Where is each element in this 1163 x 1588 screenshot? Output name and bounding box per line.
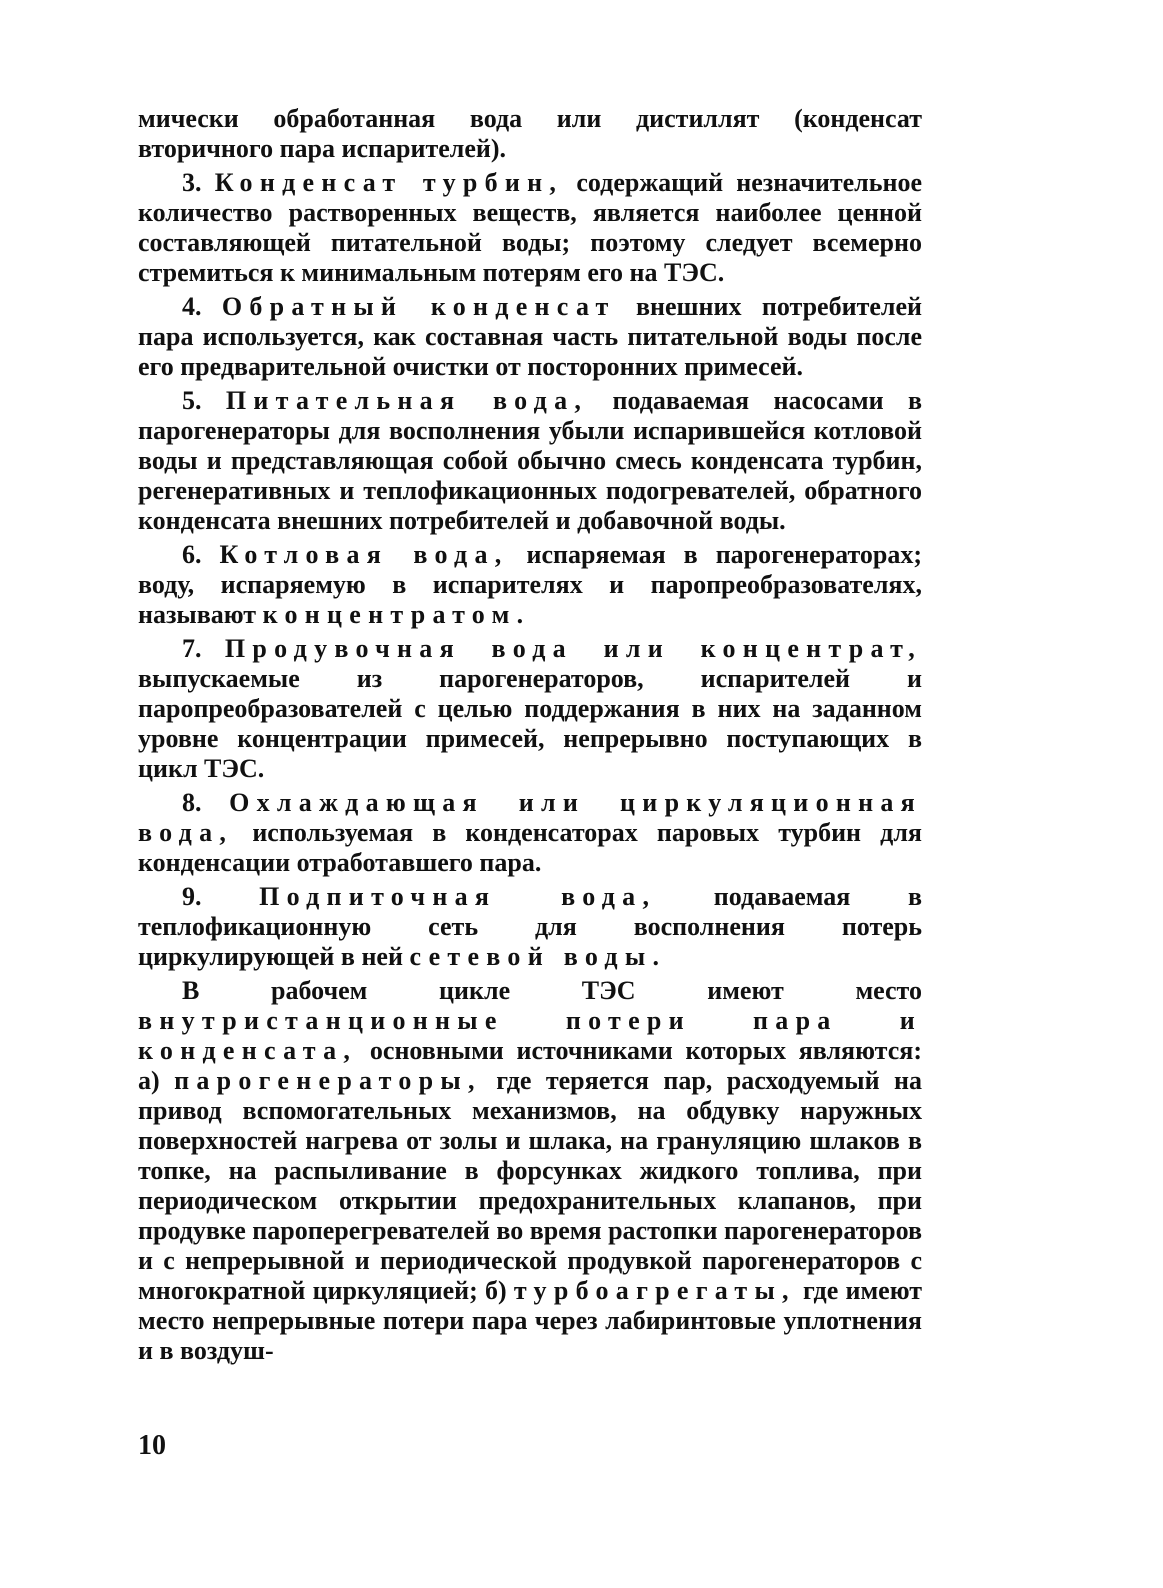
list-item-7 [138,634,922,784]
term: Подпиточная вода, [259,882,657,911]
paragraph-text: мически обработанная вода или дистиллят (конденсат вторичного пара испарителей). [138,104,922,163]
item-number: 8. [182,788,202,817]
term: Котловая вода, [219,540,509,569]
item-number: 7. [182,634,202,663]
item-text: подаваемая в теплофикационную сеть для восполнения потерь циркулирующей в ней [138,882,922,971]
term: Питательная вода, [225,386,589,415]
page-body [138,104,922,1366]
item-number: 9. [182,882,202,911]
item-text: внешних потребителей пара используется, как составная часть питательной воды после его предварительной очистки от посторонних примесей. [138,292,922,381]
paragraph-text: основными источниками которых являются: а) [138,1036,922,1095]
item-text: используемая в конденсаторах паровых турбин для конденсации отработавшего пара. [138,818,922,877]
paragraph-text: где теряется пар, расходуемый на привод вспомогательных механизмов, на обдувку наружных поверхностей нагрева от золы и шлака, на грануляцию шлаков в топке, на распыливание в форсунках жидкого топлива, при периодическом открытии предохранительных клапанов, при продувке пароперегревателей во время растопки парогенераторов и с непрерывной и периодической продувкой парогенераторов с многократной циркуляцией; б) [138,1066,922,1305]
item-number: 4. [182,292,202,321]
list-item-4 [138,292,922,382]
item-number: 6. [182,540,202,569]
term: сетевой воды [409,942,653,971]
paragraph-continuation [138,104,922,164]
term: Обратный конденсат [221,292,616,321]
list-item-6 [138,540,922,630]
term: Охлаждающая или циркуляционная вода, [138,788,922,847]
list-item-5 [138,386,922,536]
page-number: 10 [138,1430,166,1461]
list-item-9 [138,882,922,972]
item-text: содержащий незначительное количество растворенных веществ, является наиболее ценной составляющей питательной воды; поэтому следует всемерно стремиться к минимальным потерям его на ТЭС. [138,168,923,287]
item-text: подаваемая насосами в парогенераторы для восполнения убыли испарившейся котловой воды и представляющая собой обычно смесь конденсата турбин, регенеративных и теплофикационных подогревателей, обратного конденсата внешних потребителей и добавочной воды. [138,386,923,535]
paragraph-losses [138,976,922,1366]
item-text: . [652,942,659,971]
item-text: выпускаемые из парогенераторов, испарителей и паропреобразователей с целью поддержания в них на заданном уровне концентрации примесей, непрерывно поступающих в цикл ТЭС. [138,664,922,783]
term: Конденсат турбин, [214,168,564,197]
term: турбоагрегаты, [513,1276,796,1305]
paragraph-text: В рабочем цикле ТЭС имеют место [182,976,922,1005]
term: парогенераторы, [174,1066,482,1095]
list-item-8 [138,788,922,878]
term: внутристанционные потери пара и конденсата, [138,1006,922,1065]
paragraph-text: где имеют место непрерывные потери пара через лабиринтовые уплотнения и в воздуш- [138,1276,922,1365]
term: Продувочная вода или концентрат, [224,634,922,663]
item-number: 3. [182,168,202,197]
list-item-3 [138,168,922,288]
term: концентратом [262,600,517,629]
item-number: 5. [182,386,202,415]
item-text: . [516,600,524,629]
item-text: испаряемая в парогенераторах; воду, испаряемую в испарителях и паропреобразователях, называют [138,540,922,629]
